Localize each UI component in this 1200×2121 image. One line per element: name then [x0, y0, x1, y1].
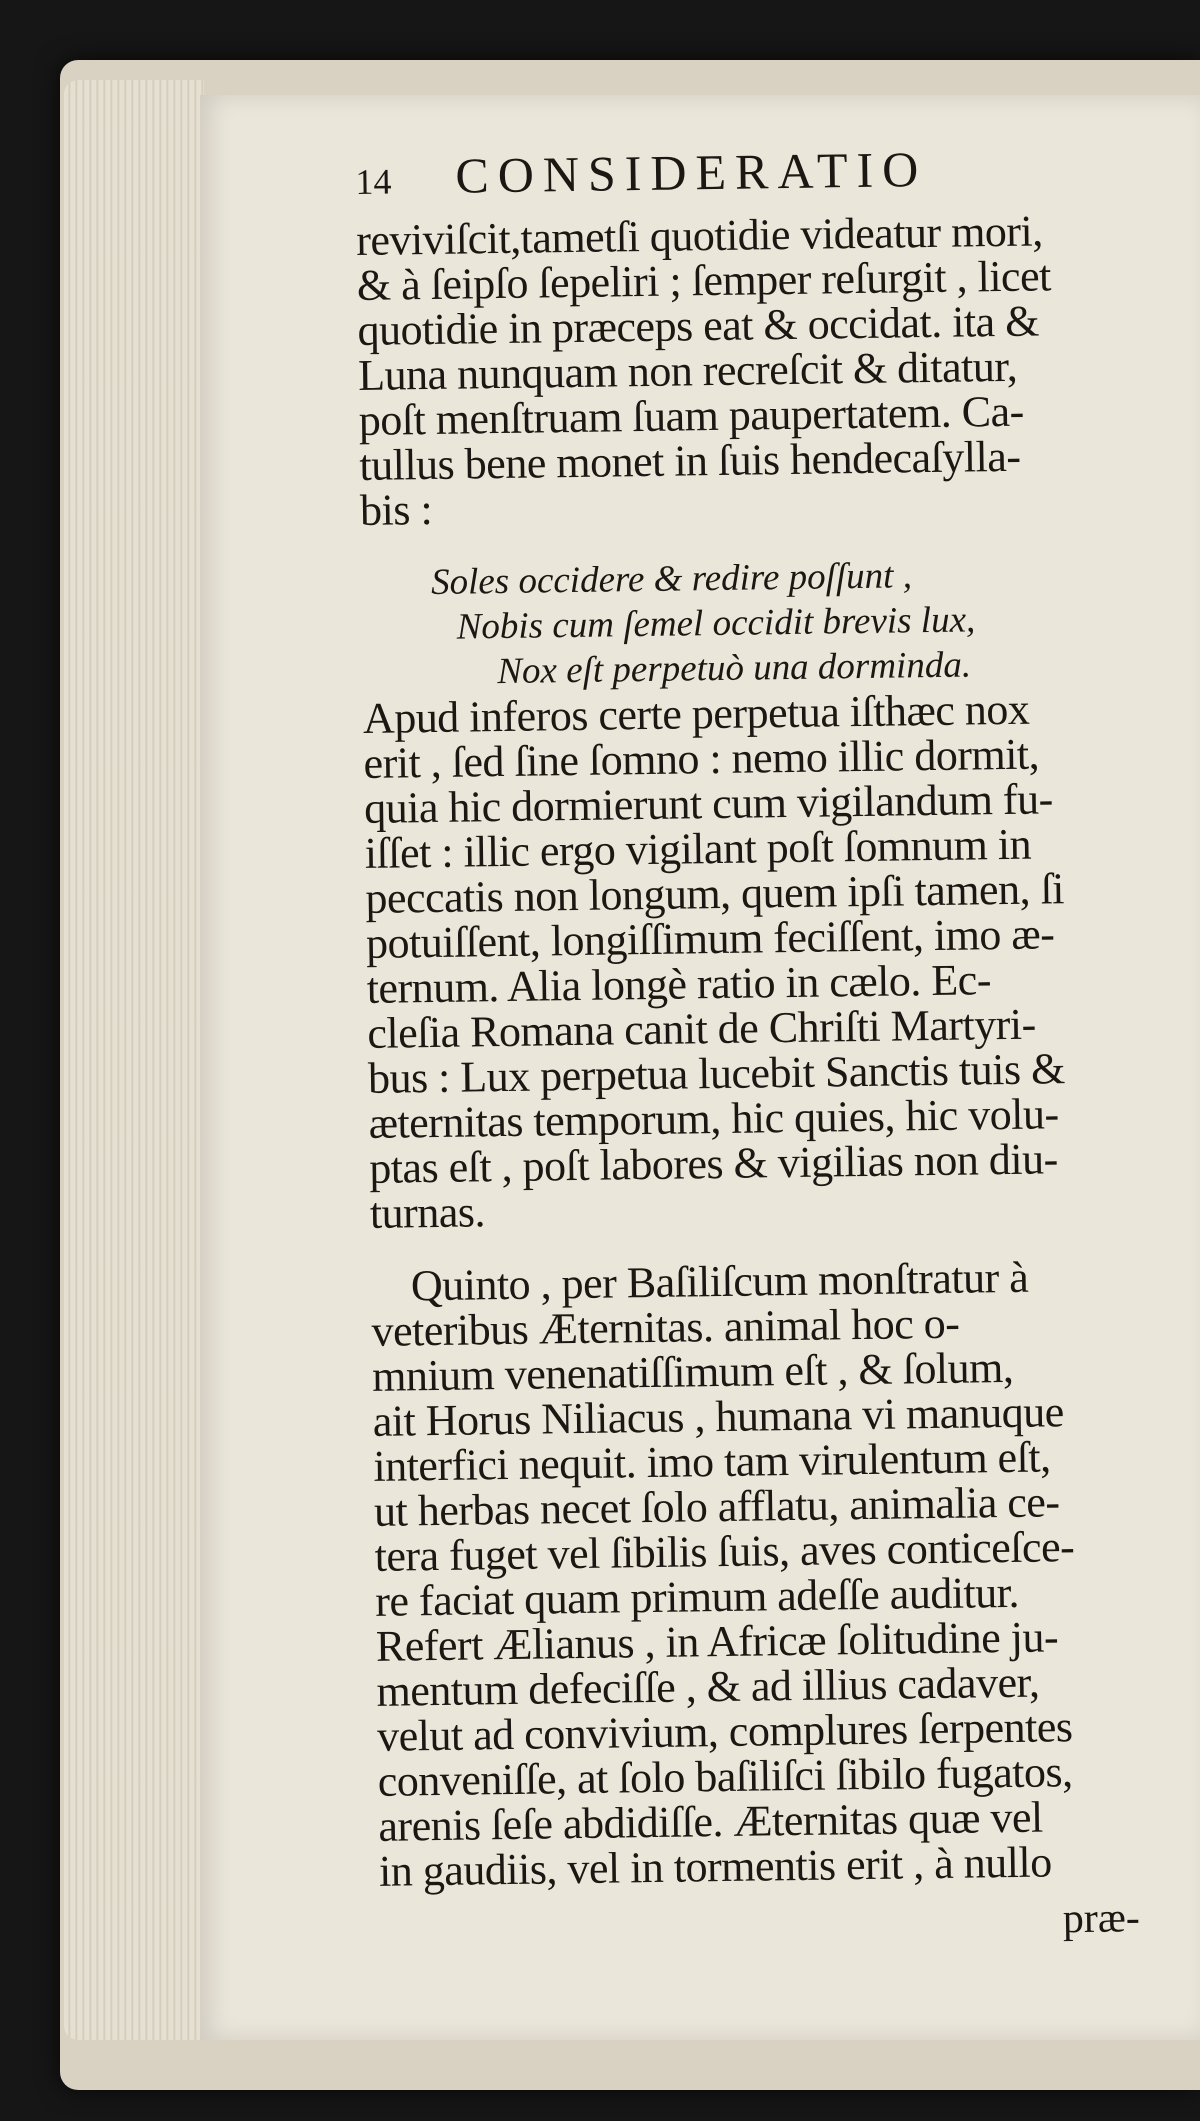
text-line: reviviſcit,tametſi quotidie videatur mori, [355, 206, 1044, 265]
running-head: CONSIDERATIO [455, 141, 928, 204]
text-line: æternitas temporum, hic quies, hic volu- [368, 1089, 1059, 1148]
text-line: velut ad convivium, complures ſerpentes [376, 1702, 1073, 1761]
page-edges [64, 80, 204, 2040]
text-line: cleſia Romana canit de Chriſti Martyri- [367, 999, 1037, 1058]
text-line: ptas eſt , poſt labores & vigilias non diu- [368, 1134, 1059, 1193]
text-line: potuiſſent, longiſſimum feciſſent, imo æ- [365, 909, 1055, 968]
text-line: ut herbas necet ſolo afflatu, animalia ce- [373, 1477, 1060, 1536]
text-line: mnium venenatiſſimum eſt , & ſolum, [371, 1342, 1014, 1401]
text-line: arenis ſeſe abdidiſſe. Æternitas quæ vel [378, 1792, 1043, 1851]
text-line: turnas. [369, 1187, 486, 1238]
verse-line: Soles occidere & redire poſſunt , [430, 555, 913, 603]
page-number: 14 [355, 161, 392, 202]
paragraph-1 [356, 207, 1150, 533]
text-line: Apud inferos certe perpetua iſthæc nox [362, 684, 1030, 743]
text-line: quia hic dormierunt cum vigilandum fu- [363, 774, 1054, 833]
text-line: peccatis non longum, quem ipſi tamen, ſi [365, 864, 1065, 923]
text-line: Refert Ælianus , in Africæ ſolitudine ju- [375, 1612, 1059, 1671]
text-line: veteribus Æternitas. animal hoc o- [371, 1298, 960, 1356]
paragraph-3 [371, 1253, 1170, 1894]
text-line: Luna nunquam non recreſcit & ditatur, [357, 341, 1018, 400]
text-line: mentum defeciſſe , & ad illius cadaver, [376, 1657, 1040, 1716]
text-line: quotidie in præceps eat & occidat. ita & [357, 296, 1040, 355]
verse-line: Nox eſt perpetuò una dorminda. [497, 644, 972, 693]
text-line: bis : [359, 484, 433, 535]
text-line: re faciat quam primum adeſſe auditur. [374, 1567, 1020, 1626]
text-line: iſſet : illic ergo vigilant poſt ſomnum in [364, 819, 1032, 878]
text-line: Quinto , per Baſiliſcum monſtratur à [410, 1252, 1029, 1311]
text-line: interfici nequit. imo tam virulentum eſt, [373, 1432, 1051, 1491]
text-line: & à ſeipſo ſepeliri ; ſemper reſurgit , licet [356, 251, 1052, 310]
text-line: ternum. Alia longè ratio in cælo. Ec- [366, 955, 992, 1013]
verse-line: Nobis cum ſemel occidit brevis lux, [456, 599, 976, 648]
text-line: ait Horus Niliacus , humana vi manuque [372, 1387, 1065, 1446]
catchword: præ- [1062, 1895, 1141, 1943]
text-line: tera fuget vel ſibilis ſuis, aves conticeſce- [374, 1522, 1075, 1581]
paragraph-2 [363, 685, 1160, 1236]
text-line: erit , ſed ſine ſomno : nemo illic dormit, [363, 729, 1040, 788]
verse-block [361, 550, 1153, 696]
text-line: in gaudiis, vel in tormentis erit , à nullo [378, 1837, 1052, 1896]
text-line: poſt menſtruam ſuam paupertatem. Ca- [358, 386, 1025, 445]
page-text-block [355, 137, 1170, 1954]
text-line: conveniſſe, at ſolo baſiliſci ſibilo fugatos, [377, 1747, 1073, 1806]
text-line: bus : Lux perpetua lucebit Sanctis tuis & [367, 1044, 1066, 1103]
text-line: tullus bene monet in ſuis hendecaſylla- [359, 431, 1021, 490]
